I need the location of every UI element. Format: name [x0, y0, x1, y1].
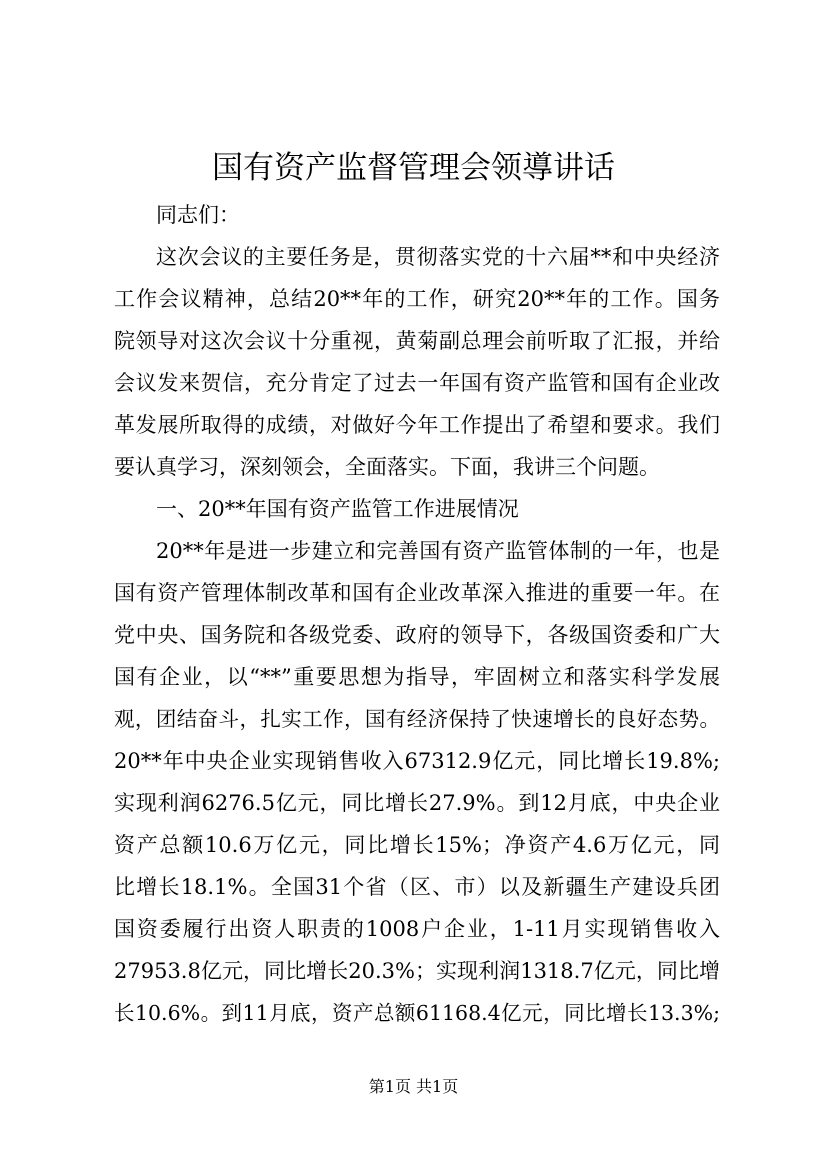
paragraph-line: 27953.8亿元，同比增长20.3%；实现利润1318.7亿元，同比增: [114, 959, 720, 983]
paragraph-line: 20**年是进一步建立和完善国有资产监管体制的一年，也是: [156, 539, 720, 563]
paragraph-line: 革发展所取得的成绩，对做好今年工作提出了希望和要求。我们: [114, 413, 720, 437]
paragraph-line: 国资委履行出资人职责的1008户企业，1-11月实现销售收入: [114, 917, 720, 941]
paragraph-line: 比增长18.1%。全国31个省（区、市）以及新疆生产建设兵团: [114, 875, 720, 899]
paragraph-line: 党中央、国务院和各级党委、政府的领导下，各级国资委和广大: [114, 623, 720, 647]
paragraph-line: 观，团结奋斗，扎实工作，国有经济保持了快速增长的良好态势。: [114, 707, 720, 731]
paragraph-line: 院领导对这次会议十分重视，黄菊副总理会前听取了汇报，并给: [114, 329, 720, 353]
section-heading: 一、20**年国有资产监管工作进展情况: [156, 497, 519, 521]
page-title: 国有资产监督管理会领導讲话: [212, 150, 615, 186]
paragraph-line: 国有企业，以“**”重要思想为指导，牢固树立和落实科学发展: [114, 665, 720, 689]
paragraph-line: 这次会议的主要任务是，贯彻落实党的十六届**和中央经济: [156, 245, 720, 269]
page-footer: 第1页 共1页: [368, 1077, 459, 1096]
paragraph-line: 工作会议精神，总结20**年的工作，研究20**年的工作。国务: [114, 287, 720, 311]
document-body: [114, 194, 720, 1034]
paragraph-line: 会议发来贺信，充分肯定了过去一年国有资产监管和国有企业改: [114, 371, 720, 395]
paragraph-line: 资产总额10.6万亿元，同比增长15%；净资产4.6万亿元，同: [114, 833, 720, 857]
paragraph-line: 实现利润6276.5亿元，同比增长27.9%。到12月底，中央企业: [114, 791, 720, 815]
paragraph-line: 国有资产管理体制改革和国有企业改革深入推进的重要一年。在: [114, 581, 720, 605]
paragraph-line: 长10.6%。到11月底，资产总额61168.4亿元，同比增长13.3%;: [114, 1001, 720, 1025]
paragraph-line: 要认真学习，深刻领会，全面落实。下面，我讲三个问题。: [114, 455, 660, 479]
salutation-line: 同志们：: [156, 203, 240, 227]
paragraph-line: 20**年中央企业实现销售收入67312.9亿元，同比增长19.8%;: [114, 749, 720, 773]
